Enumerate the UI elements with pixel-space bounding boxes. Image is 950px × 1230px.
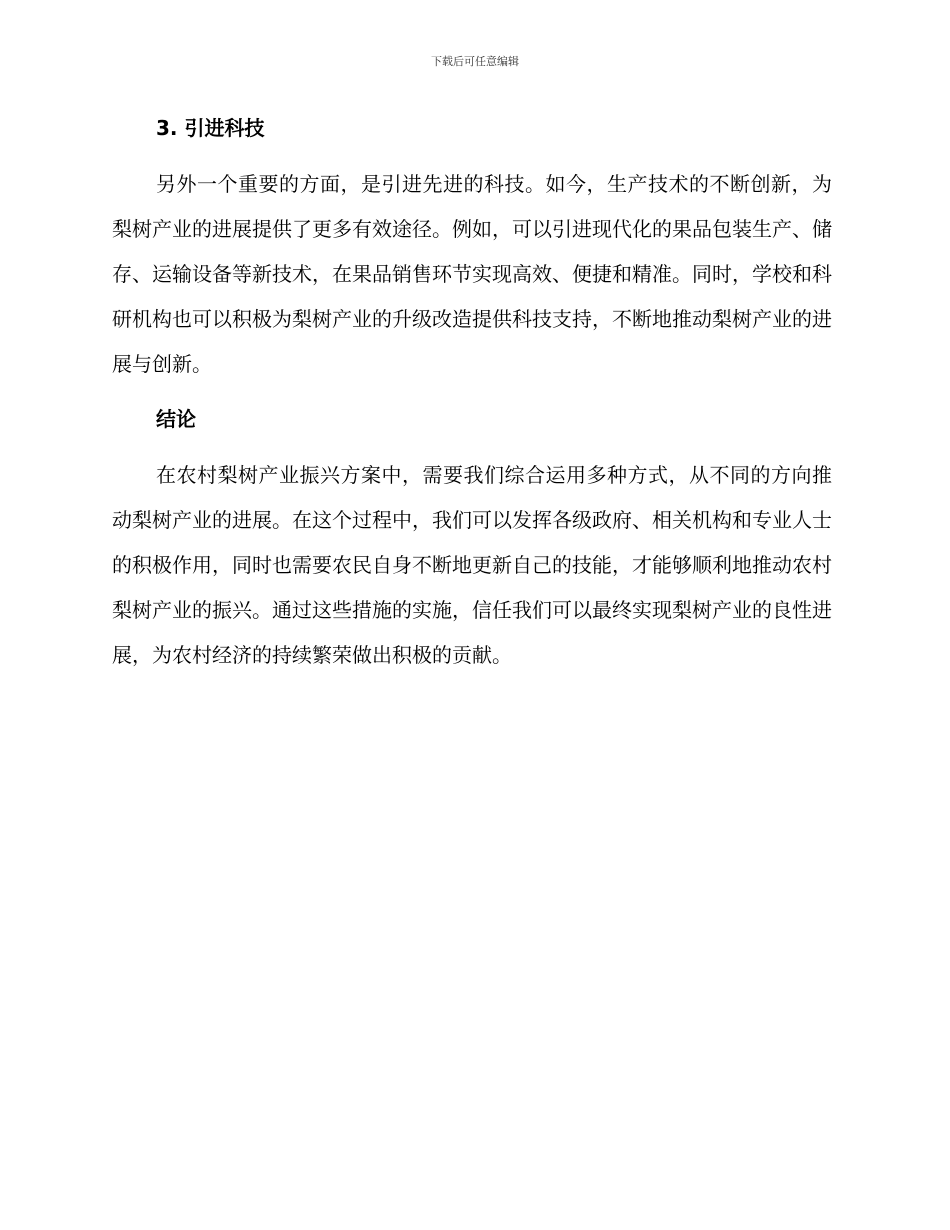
section-heading-conclusion: 结论 [156,407,196,431]
document-body [112,110,832,678]
section-paragraph-technology: 另外一个重要的方面，是引进先进的科技。如今，生产技术的不断创新，为梨树产业的进展提供了更多有效途径。例如，可以引进现代化的果品包装生产、储存、运输设备等新技术，在果品销售环节实现高效、便捷和精准。同时，学校和科研机构也可以积极为梨树产业的升级改造提供科技支持，不断地推动梨树产业的进展与创新。 [112,172,832,376]
section-heading-technology: 3. 引进科技 [156,116,265,140]
section-paragraph-conclusion: 在农村梨树产业振兴方案中，需要我们综合运用多种方式，从不同的方向推动梨树产业的进展。在这个过程中，我们可以发挥各级政府、相关机构和专业人士的积极作用，同时也需要农民自身不断地更新自己的技能，才能够顺利地推动农村梨树产业的振兴。通过这些措施的实施，信任我们可以最终实现梨树产业的良性进展，为农村经济的持续繁荣做出积极的贡献。 [112,463,832,667]
page-header: 下载后可任意编辑 [431,55,519,68]
